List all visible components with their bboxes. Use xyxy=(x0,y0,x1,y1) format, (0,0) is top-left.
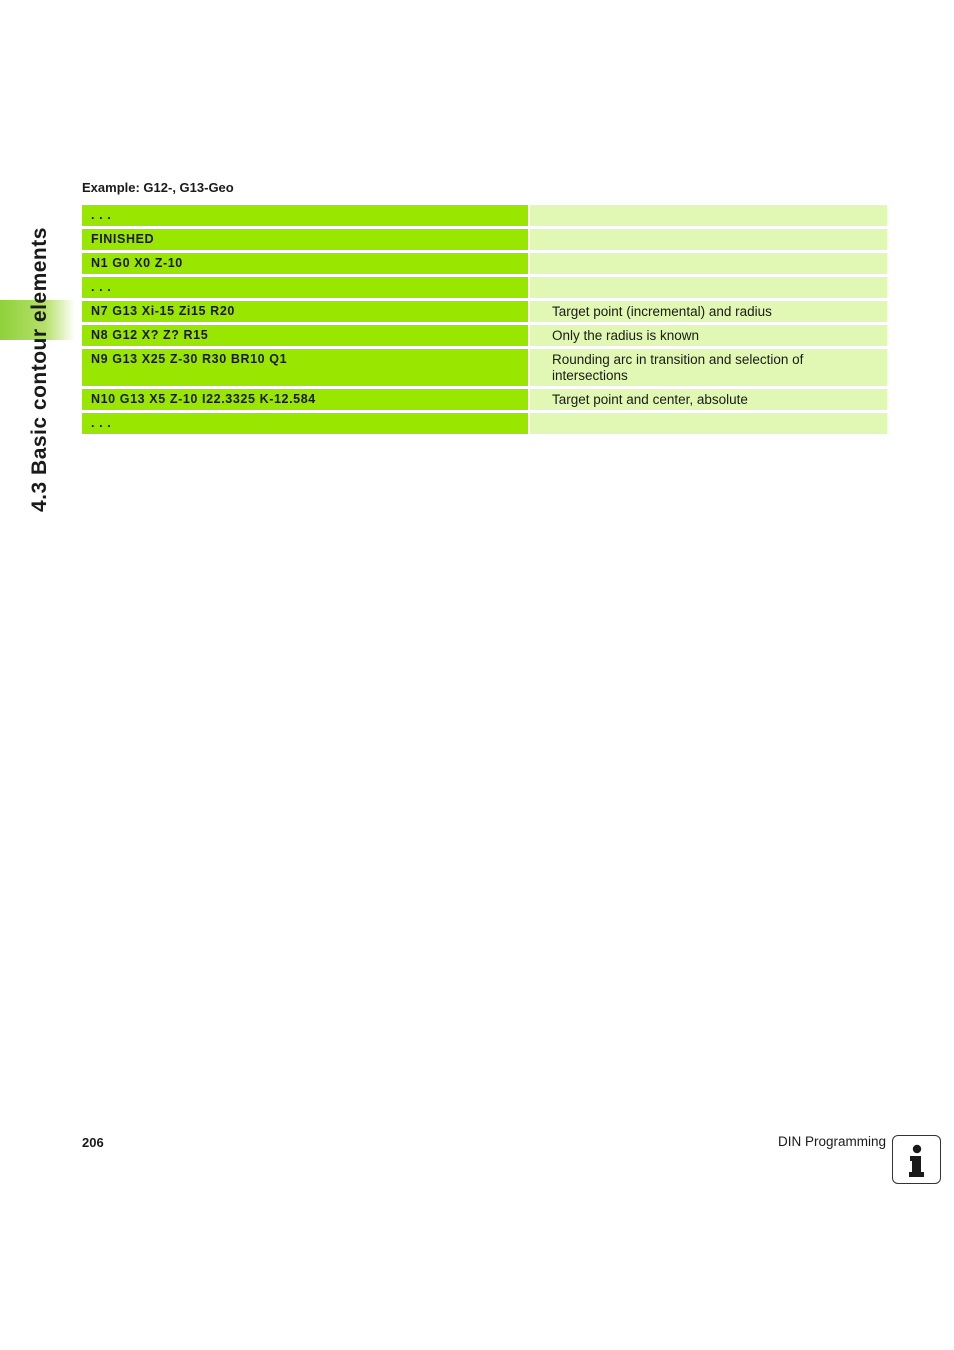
description-cell xyxy=(530,253,887,274)
table-row xyxy=(82,205,887,226)
description-cell: Rounding arc in transition and selection of intersections xyxy=(530,349,887,386)
info-icon xyxy=(892,1135,941,1184)
table-row xyxy=(82,277,887,298)
code-cell: . . . xyxy=(82,413,528,434)
description-cell: Target point (incremental) and radius xyxy=(530,301,887,322)
table-row xyxy=(82,229,887,250)
table-row xyxy=(82,301,887,322)
table-row xyxy=(82,389,887,410)
description-cell: Target point and center, absolute xyxy=(530,389,887,410)
code-example-table xyxy=(82,205,887,437)
code-cell: N8 G12 X? Z? R15 xyxy=(82,325,528,346)
example-heading: Example: G12-, G13-Geo xyxy=(82,180,234,195)
manual-title: DIN Programming xyxy=(777,1134,886,1149)
code-cell: N9 G13 X25 Z-30 R30 BR10 Q1 xyxy=(82,349,528,386)
description-cell xyxy=(530,277,887,298)
table-row xyxy=(82,349,887,386)
table-row xyxy=(82,325,887,346)
table-row xyxy=(82,413,887,434)
code-cell: N7 G13 Xi-15 Zi15 R20 xyxy=(82,301,528,322)
section-title-text: 4.3 Basic contour elements xyxy=(28,227,51,512)
code-cell: . . . xyxy=(82,277,528,298)
description-cell xyxy=(530,413,887,434)
code-cell: N10 G13 X5 Z-10 I22.3325 K-12.584 xyxy=(82,389,528,410)
description-cell: Only the radius is known xyxy=(530,325,887,346)
page-number: 206 xyxy=(82,1135,104,1150)
table-row xyxy=(82,253,887,274)
code-cell: N1 G0 X0 Z-10 xyxy=(82,253,528,274)
code-cell: FINISHED xyxy=(82,229,528,250)
description-cell xyxy=(530,229,887,250)
code-cell: . . . xyxy=(82,205,528,226)
description-cell xyxy=(530,205,887,226)
